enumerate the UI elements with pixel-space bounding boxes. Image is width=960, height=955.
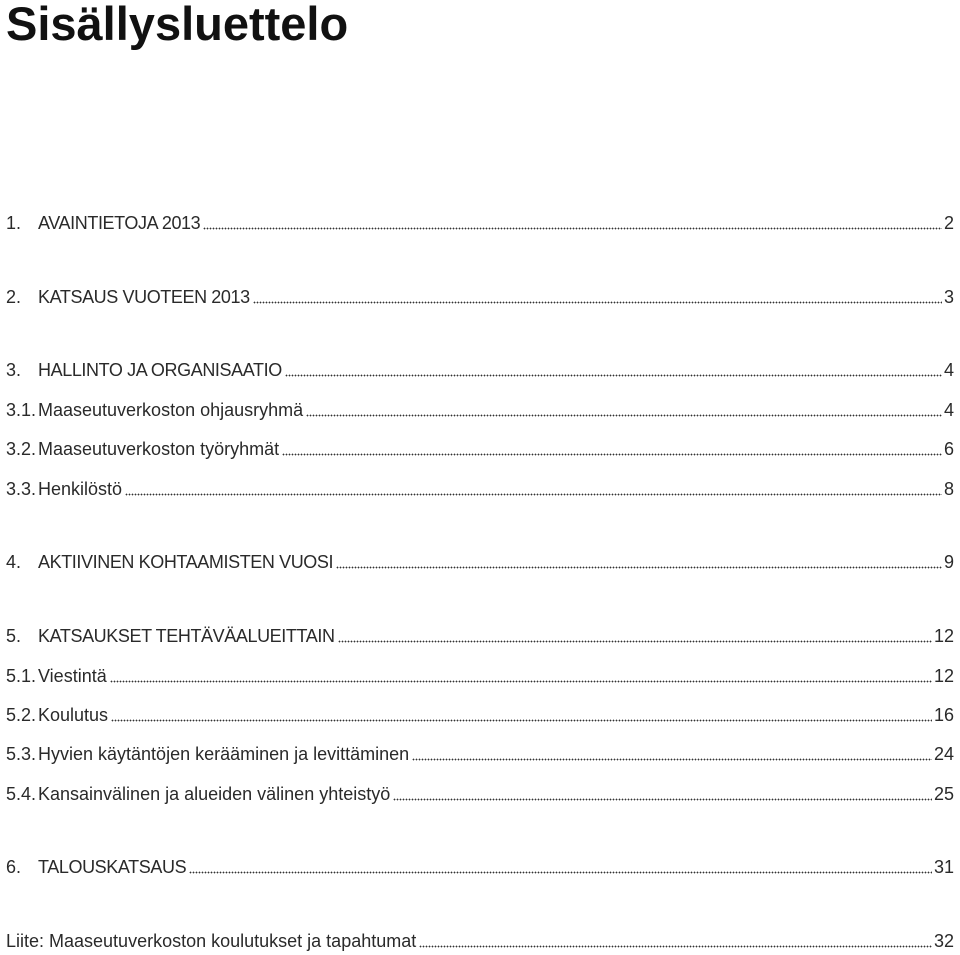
toc-entry-koulutus[interactable] bbox=[0, 703, 960, 727]
toc-entry-page: 4 bbox=[943, 360, 954, 380]
dot-leader bbox=[189, 860, 932, 874]
toc-entry-katsaukset[interactable] bbox=[0, 624, 960, 648]
toc-entry-label: KATSAUS VUOTEEN 2013 bbox=[38, 287, 250, 307]
toc-entry-liite[interactable] bbox=[0, 929, 960, 953]
toc-entry-viestinta[interactable] bbox=[0, 664, 960, 688]
toc-entry-number: 3.2. bbox=[6, 439, 37, 459]
toc-entry-label: Koulutus bbox=[38, 705, 109, 725]
toc-entry-aktiivinen[interactable] bbox=[0, 550, 960, 574]
toc-entry-page: 12 bbox=[933, 666, 954, 686]
dot-leader bbox=[419, 934, 932, 948]
dot-leader bbox=[338, 629, 932, 643]
toc-entry-number: 4. bbox=[6, 552, 22, 572]
toc-entry-label: KATSAUKSET TEHTÄVÄALUEITTAIN bbox=[38, 626, 335, 646]
toc-entry-page: 9 bbox=[943, 552, 954, 572]
toc-entry-number: 2. bbox=[6, 287, 22, 307]
toc-entry-kansainvalinen[interactable] bbox=[0, 782, 960, 806]
toc-entry-ohjausryhma[interactable] bbox=[0, 398, 960, 422]
toc-entry-label: Hyvien käytäntöjen kerääminen ja levittäminen bbox=[38, 744, 410, 764]
toc-entry-label: AKTIIVINEN KOHTAAMISTEN VUOSI bbox=[38, 552, 334, 572]
toc-entry-label: Maaseutuverkoston työryhmät bbox=[38, 439, 280, 459]
dot-leader bbox=[111, 708, 932, 722]
dot-leader bbox=[412, 747, 932, 761]
toc-entry-hallinto[interactable] bbox=[0, 358, 960, 382]
toc-entry-page: 31 bbox=[933, 857, 954, 877]
dot-leader bbox=[253, 290, 942, 304]
toc-entry-number: 3. bbox=[6, 360, 22, 380]
toc-entry-avaintietoja[interactable] bbox=[0, 211, 960, 235]
toc-entry-page: 25 bbox=[933, 784, 954, 804]
dot-leader bbox=[282, 442, 942, 456]
toc-entry-label: HALLINTO JA ORGANISAATIO bbox=[38, 360, 282, 380]
toc-entry-label: Kansainvälinen ja alueiden välinen yhteistyö bbox=[38, 784, 391, 804]
toc-entry-henkilosto[interactable] bbox=[0, 477, 960, 501]
toc-entry-label: AVAINTIETOJA 2013 bbox=[38, 213, 201, 233]
toc-entry-talouskatsaus[interactable] bbox=[0, 855, 960, 879]
toc-entry-page: 4 bbox=[943, 400, 954, 420]
toc-entry-label: Henkilöstö bbox=[38, 479, 123, 499]
toc-entry-number: 5. bbox=[6, 626, 22, 646]
toc-entry-katsaus-vuoteen[interactable] bbox=[0, 285, 960, 309]
toc-entry-number: 5.1. bbox=[6, 666, 37, 686]
toc-entry-number: 5.4. bbox=[6, 784, 37, 804]
toc-entry-page: 12 bbox=[933, 626, 954, 646]
toc-entry-number: 6. bbox=[6, 857, 22, 877]
toc-entry-page: 6 bbox=[943, 439, 954, 459]
toc-entry-number: 1. bbox=[6, 213, 22, 233]
toc-entry-page: 16 bbox=[933, 705, 954, 725]
toc-entry-page: 2 bbox=[943, 213, 954, 233]
dot-leader bbox=[393, 787, 932, 801]
toc-entry-page: 24 bbox=[933, 744, 954, 764]
toc-entry-label: TALOUSKATSAUS bbox=[38, 857, 187, 877]
toc-entry-label: Maaseutuverkoston ohjausryhmä bbox=[38, 400, 304, 420]
dot-leader bbox=[285, 363, 942, 377]
toc-entry-number: 3.1. bbox=[6, 400, 37, 420]
dot-leader bbox=[125, 482, 942, 496]
toc-entry-page: 32 bbox=[933, 931, 954, 951]
dot-leader bbox=[110, 669, 932, 683]
dot-leader bbox=[336, 555, 942, 569]
dot-leader bbox=[306, 403, 942, 417]
toc-entry-number: 5.2. bbox=[6, 705, 37, 725]
toc-entry-number: 5.3. bbox=[6, 744, 37, 764]
toc-entry-tyoryhmat[interactable] bbox=[0, 437, 960, 461]
dot-leader bbox=[203, 216, 942, 230]
toc-entry-number: 3.3. bbox=[6, 479, 37, 499]
toc-entry-page: 3 bbox=[943, 287, 954, 307]
toc-entry-label: Viestintä bbox=[38, 666, 107, 686]
page-title: Sisällysluettelo bbox=[6, 0, 349, 50]
toc-entry-page: 8 bbox=[943, 479, 954, 499]
toc-entry-hyvien-kaytantojen[interactable] bbox=[0, 742, 960, 766]
toc-entry-label: Liite: Maaseutuverkoston koulutukset ja tapahtumat bbox=[6, 931, 417, 951]
